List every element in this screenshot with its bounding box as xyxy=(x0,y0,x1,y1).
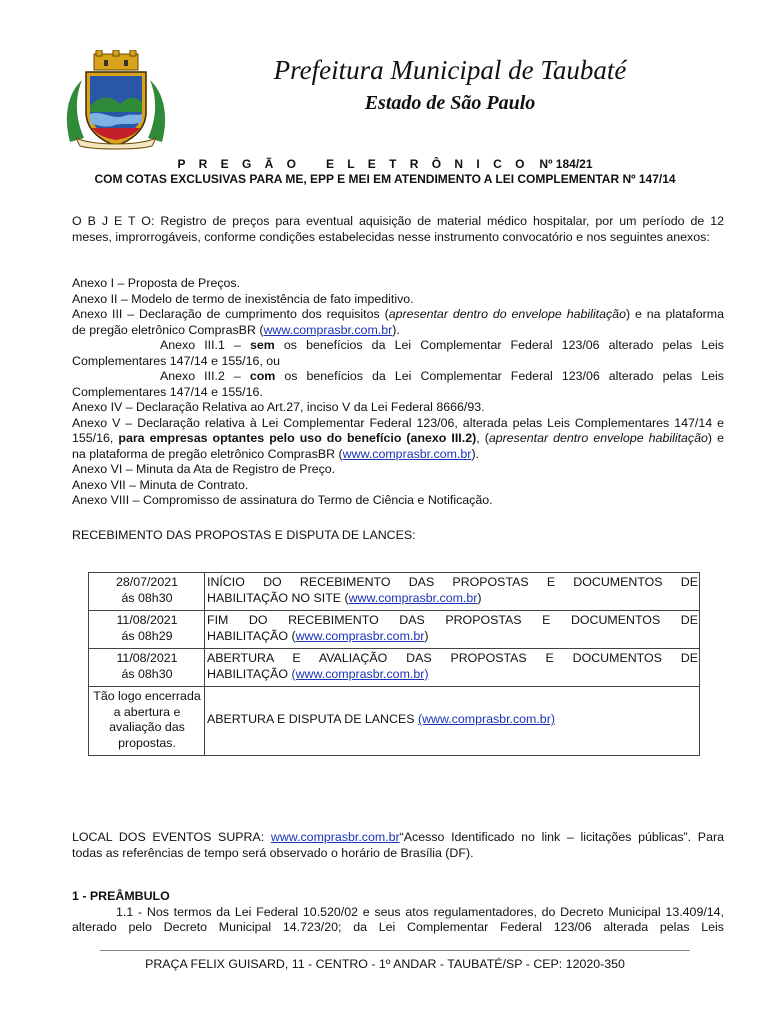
schedule-date-cell: 28/07/2021 ás 08h30 xyxy=(89,573,205,611)
pregao-heading xyxy=(0,157,770,171)
anexo-iii-1: Anexo III.1 – sem os benefícios da Lei Complementar Federal 123/06 alterado pelas Leis xyxy=(160,338,724,352)
comprasbr-link[interactable]: www.comprasbr.com.br xyxy=(342,446,472,461)
objeto-text-line2: meses, improrrogáveis, conforme condições estabelecidas nesse instrumento convocatório e nos seguintes anexos: xyxy=(72,229,710,244)
objeto-paragraph xyxy=(72,214,724,245)
anexo-iii-1-line2: Complementares 147/14 e 155/16, ou xyxy=(72,353,281,368)
schedule-desc-cell: ABERTURA E AVALIAÇÃO DAS PROPOSTAS E DOCUMENTOS DE HABILITAÇÃO (www.comprasbr.com.br) xyxy=(205,649,700,687)
anexo-iv: Anexo IV – Declaração Relativa ao Art.27, inciso V da Lei Federal 8666/93. xyxy=(72,400,485,414)
preambulo-section: 1 - PREÂMBULO 1.1 - Nos termos da Lei Federal 10.520/02 e seus atos regulamentadores, do Decreto Municipal 13.409/14, alterado pelo Decreto Municipal 14.723/20; da Lei Complementar Federal 123/06 alterada pelas Leis xyxy=(72,889,724,934)
cotas-heading: COM COTAS EXCLUSIVAS PARA ME, EPP E MEI EM ATENDIMENTO A LEI COMPLEMENTAR Nº 147/14 xyxy=(94,172,676,186)
anexo-iii-2: Anexo III.2 – com os benefícios da Lei Complementar Federal 123/06 alterado pelas Leis xyxy=(160,369,724,383)
anexo-v-line2: 155/16, para empresas optantes pelo uso do benefício (anexo III.2), (apresentar dentro envelope habilitação) e xyxy=(72,431,724,445)
schedule-desc-cell: FIM DO RECEBIMENTO DAS PROPOSTAS E DOCUMENTOS DE HABILITAÇÃO (www.comprasbr.com.br) xyxy=(205,611,700,649)
schedule-desc-cell: INÍCIO DO RECEBIMENTO DAS PROPOSTAS E DOCUMENTOS DE HABILITAÇÃO NO SITE (www.comprasbr.com.br) xyxy=(205,573,700,611)
table-row xyxy=(89,649,700,687)
footer-divider xyxy=(100,950,690,951)
objeto-label: O B J E T O: xyxy=(72,214,155,228)
schedule-date-cell: 11/08/2021 ás 08h30 xyxy=(89,649,205,687)
anexo-v-line3: na plataforma de pregão eletrônico ComprasBR (www.comprasbr.com.br). xyxy=(72,446,480,461)
pregao-number: Nº 184/21 xyxy=(539,157,593,171)
footer-address: PRAÇA FELIX GUISARD, 11 - CENTRO - 1º ANDAR - TAUBATÉ/SP - CEP: 12020-350 xyxy=(145,957,625,971)
table-row xyxy=(89,687,700,756)
local-paragraph: LOCAL DOS EVENTOS SUPRA: www.comprasbr.com.br“Acesso Identificado no link – licitações públicas”. Para todas as referências de tempo será observado o horário de Brasília (DF). xyxy=(72,830,724,860)
preambulo-heading: 1 - PREÂMBULO xyxy=(72,889,170,903)
objeto-text-line1: Registro de preços para eventual aquisição de material médico hospitalar, por um período de 12 xyxy=(160,214,724,228)
anexo-vii: Anexo VII – Minuta de Contrato. xyxy=(72,477,249,492)
anexo-vi: Anexo VI – Minuta da Ata de Registro de Preço. xyxy=(72,462,336,476)
anexo-i: Anexo I – Proposta de Preços. xyxy=(72,276,241,290)
page-title: Prefeitura Municipal de Taubaté xyxy=(273,55,627,85)
anexo-ii: Anexo II – Modelo de termo de inexistência de fato impeditivo. xyxy=(72,291,414,306)
anexos-list xyxy=(72,276,724,509)
page-subtitle: Estado de São Paulo xyxy=(364,92,536,114)
anexo-iii-line2: de pregão eletrônico ComprasBR (www.comprasbr.com.br). xyxy=(72,322,400,337)
anexo-v: Anexo V – Declaração relativa à Lei Complementar Federal 123/06, alterada pelas Leis Complementares 147/14 e xyxy=(72,415,724,430)
anexo-iii: Anexo III – Declaração de cumprimento dos requisitos (apresentar dentro do envelope habilitação) e na plataforma xyxy=(72,307,724,321)
comprasbr-link[interactable]: www.comprasbr.com.br xyxy=(263,322,393,337)
table-row xyxy=(89,573,700,611)
schedule-date-cell: Tão logo encerrada a abertura e avaliação das propostas. xyxy=(89,687,205,756)
schedule-table xyxy=(88,572,700,756)
comprasbr-link[interactable]: (www.comprasbr.com.br) xyxy=(417,712,555,727)
anexo-viii: Anexo VIII – Compromisso de assinatura do Termo de Ciência e Notificação. xyxy=(72,493,493,507)
recebimento-heading: RECEBIMENTO DAS PROPOSTAS E DISPUTA DE LANCES: xyxy=(72,528,416,542)
comprasbr-link[interactable]: www.comprasbr.com.br xyxy=(295,628,425,643)
table-row xyxy=(89,611,700,649)
pregao-label: P R E G Ã O E L E T R Ô N I C O xyxy=(177,157,530,171)
comprasbr-link[interactable]: www.comprasbr.com.br xyxy=(270,830,400,844)
comprasbr-link[interactable]: www.comprasbr.com.br xyxy=(348,590,478,605)
schedule-date-cell: 11/08/2021 ás 08h29 xyxy=(89,611,205,649)
anexo-iii-2-line2: Complementares 147/14 e 155/16. xyxy=(72,384,263,399)
schedule-desc-cell: ABERTURA E DISPUTA DE LANCES (www.comprasbr.com.br) xyxy=(205,687,700,756)
comprasbr-link[interactable]: (www.comprasbr.com.br) xyxy=(291,666,429,681)
